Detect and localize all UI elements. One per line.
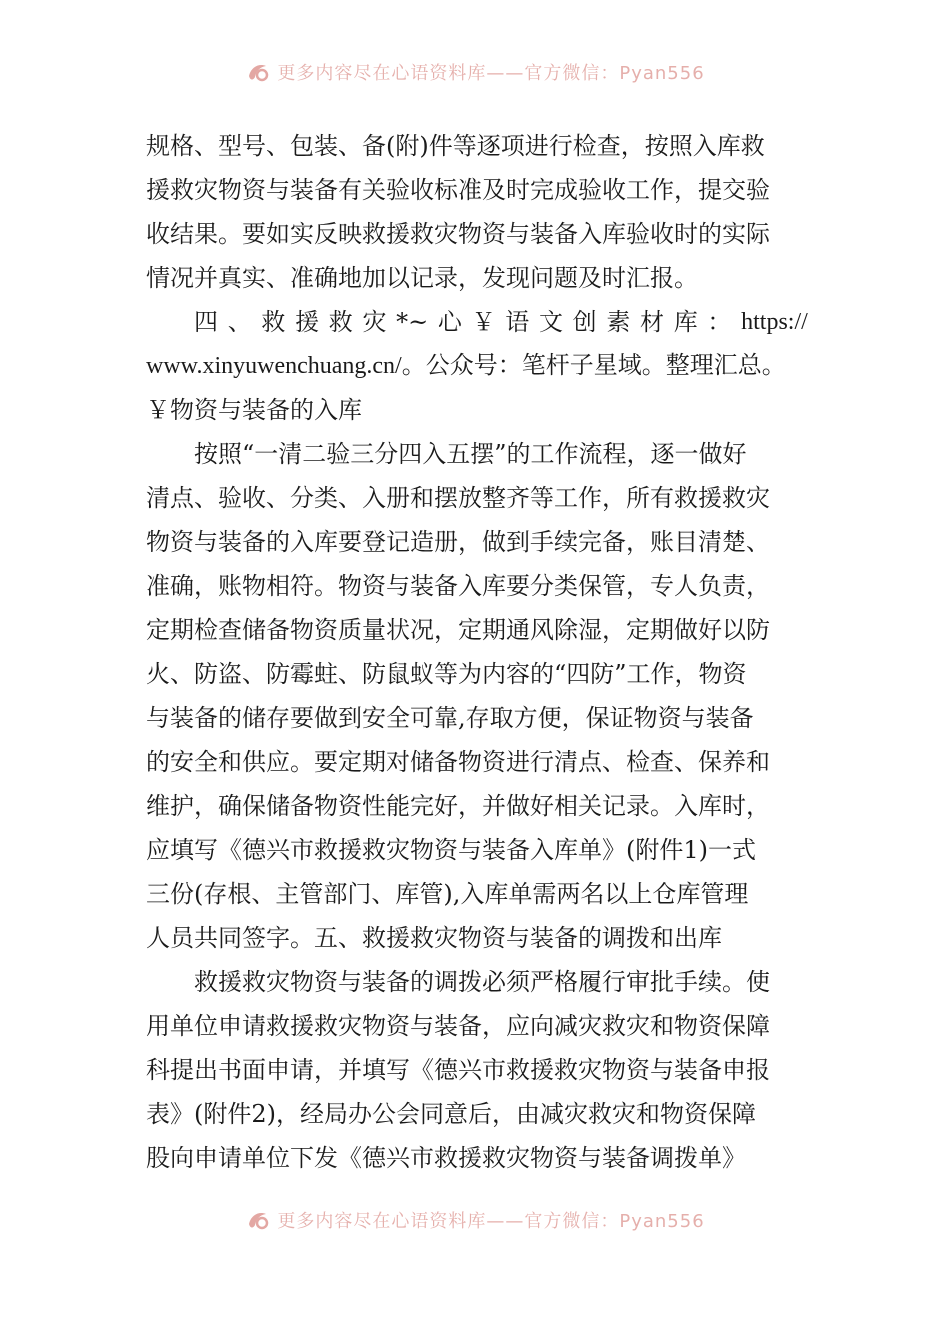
text-line: 火、防盗、防霉蛀、防鼠蚁等为内容的“四防”工作，物资 [146, 660, 747, 688]
document-body [146, 124, 808, 1180]
heading-continuation: ￥物资与装备的入库 [146, 396, 362, 424]
text-line: 情况并真实、准确地加以记录，发现问题及时汇报。 [146, 264, 698, 292]
url-fragment: https:// [741, 309, 808, 335]
text-line: 科提出书面申请，并填写《德兴市救援救灾物资与装备申报 [146, 1056, 770, 1084]
text-line: 准确，账物相符。物资与装备入库要分类保管，专人负责， [146, 572, 770, 600]
section-heading-four [146, 300, 808, 432]
text-line: 人员共同签字。五、救援救灾物资与装备的调拨和出库 [146, 924, 722, 952]
text-line: 按照“一清二验三分四入五摆”的工作流程，逐一做好 [194, 440, 747, 468]
text-line: 应填写《德兴市救援救灾物资与装备入库单》(附件1)一式 [146, 836, 756, 864]
footer-watermark [0, 1200, 950, 1240]
heading-line-spaced: 四 、 救 援 救 灾 *~ 心 ￥ 语 文 创 素 材 库 ： https:// [146, 300, 808, 344]
text-line: 物资与装备的入库要登记造册，做到手续完备，账目清楚、 [146, 528, 770, 556]
brand-logo-icon [245, 59, 271, 85]
text-line: 定期检查储备物资质量状况，定期通风除湿，定期做好以防 [146, 616, 770, 644]
text-line: 与装备的储存要做到安全可靠,存取方便，保证物资与装备 [146, 704, 754, 732]
text-line: 维护，确保储备物资性能完好，并做好相关记录。入库时， [146, 792, 770, 820]
text-line: 用单位申请救援救灾物资与装备，应向减灾救灾和物资保障 [146, 1012, 770, 1040]
header-watermark [0, 52, 950, 92]
paragraph-allocation [146, 960, 808, 1180]
brand-logo-icon [245, 1207, 271, 1233]
text-line: 规格、型号、包装、备(附)件等逐项进行检查，按照入库救 [146, 132, 765, 160]
url-line: www.xinyuwenchuang.cn/。公众号：笔杆子星域。整理汇总。 [146, 353, 786, 379]
paragraph-inspection [146, 124, 808, 300]
text-line: 清点、验收、分类、入册和摆放整齐等工作，所有救援救灾 [146, 484, 770, 512]
paragraph-storage [146, 432, 808, 960]
watermark-text: 更多内容尽在心语资料库——官方微信：Pyan556 [277, 63, 705, 84]
text-line: 股向申请单位下发《德兴市救援救灾物资与装备调拨单》 [146, 1144, 746, 1172]
text-line: 救援救灾物资与装备的调拨必须严格履行审批手续。使 [194, 968, 770, 996]
text-line: 援救灾物资与装备有关验收标准及时完成验收工作，提交验 [146, 176, 770, 204]
text-line: 的安全和供应。要定期对储备物资进行清点、检查、保养和 [146, 748, 770, 776]
watermark-text: 更多内容尽在心语资料库——官方微信：Pyan556 [277, 1211, 705, 1232]
text-line: 收结果。要如实反映救援救灾物资与装备入库验收时的实际 [146, 220, 770, 248]
text-line: 三份(存根、主管部门、库管),入库单需两名以上仓库管理 [146, 880, 749, 908]
text-line: 表》(附件2)，经局办公会同意后，由减灾救灾和物资保障 [146, 1100, 756, 1128]
